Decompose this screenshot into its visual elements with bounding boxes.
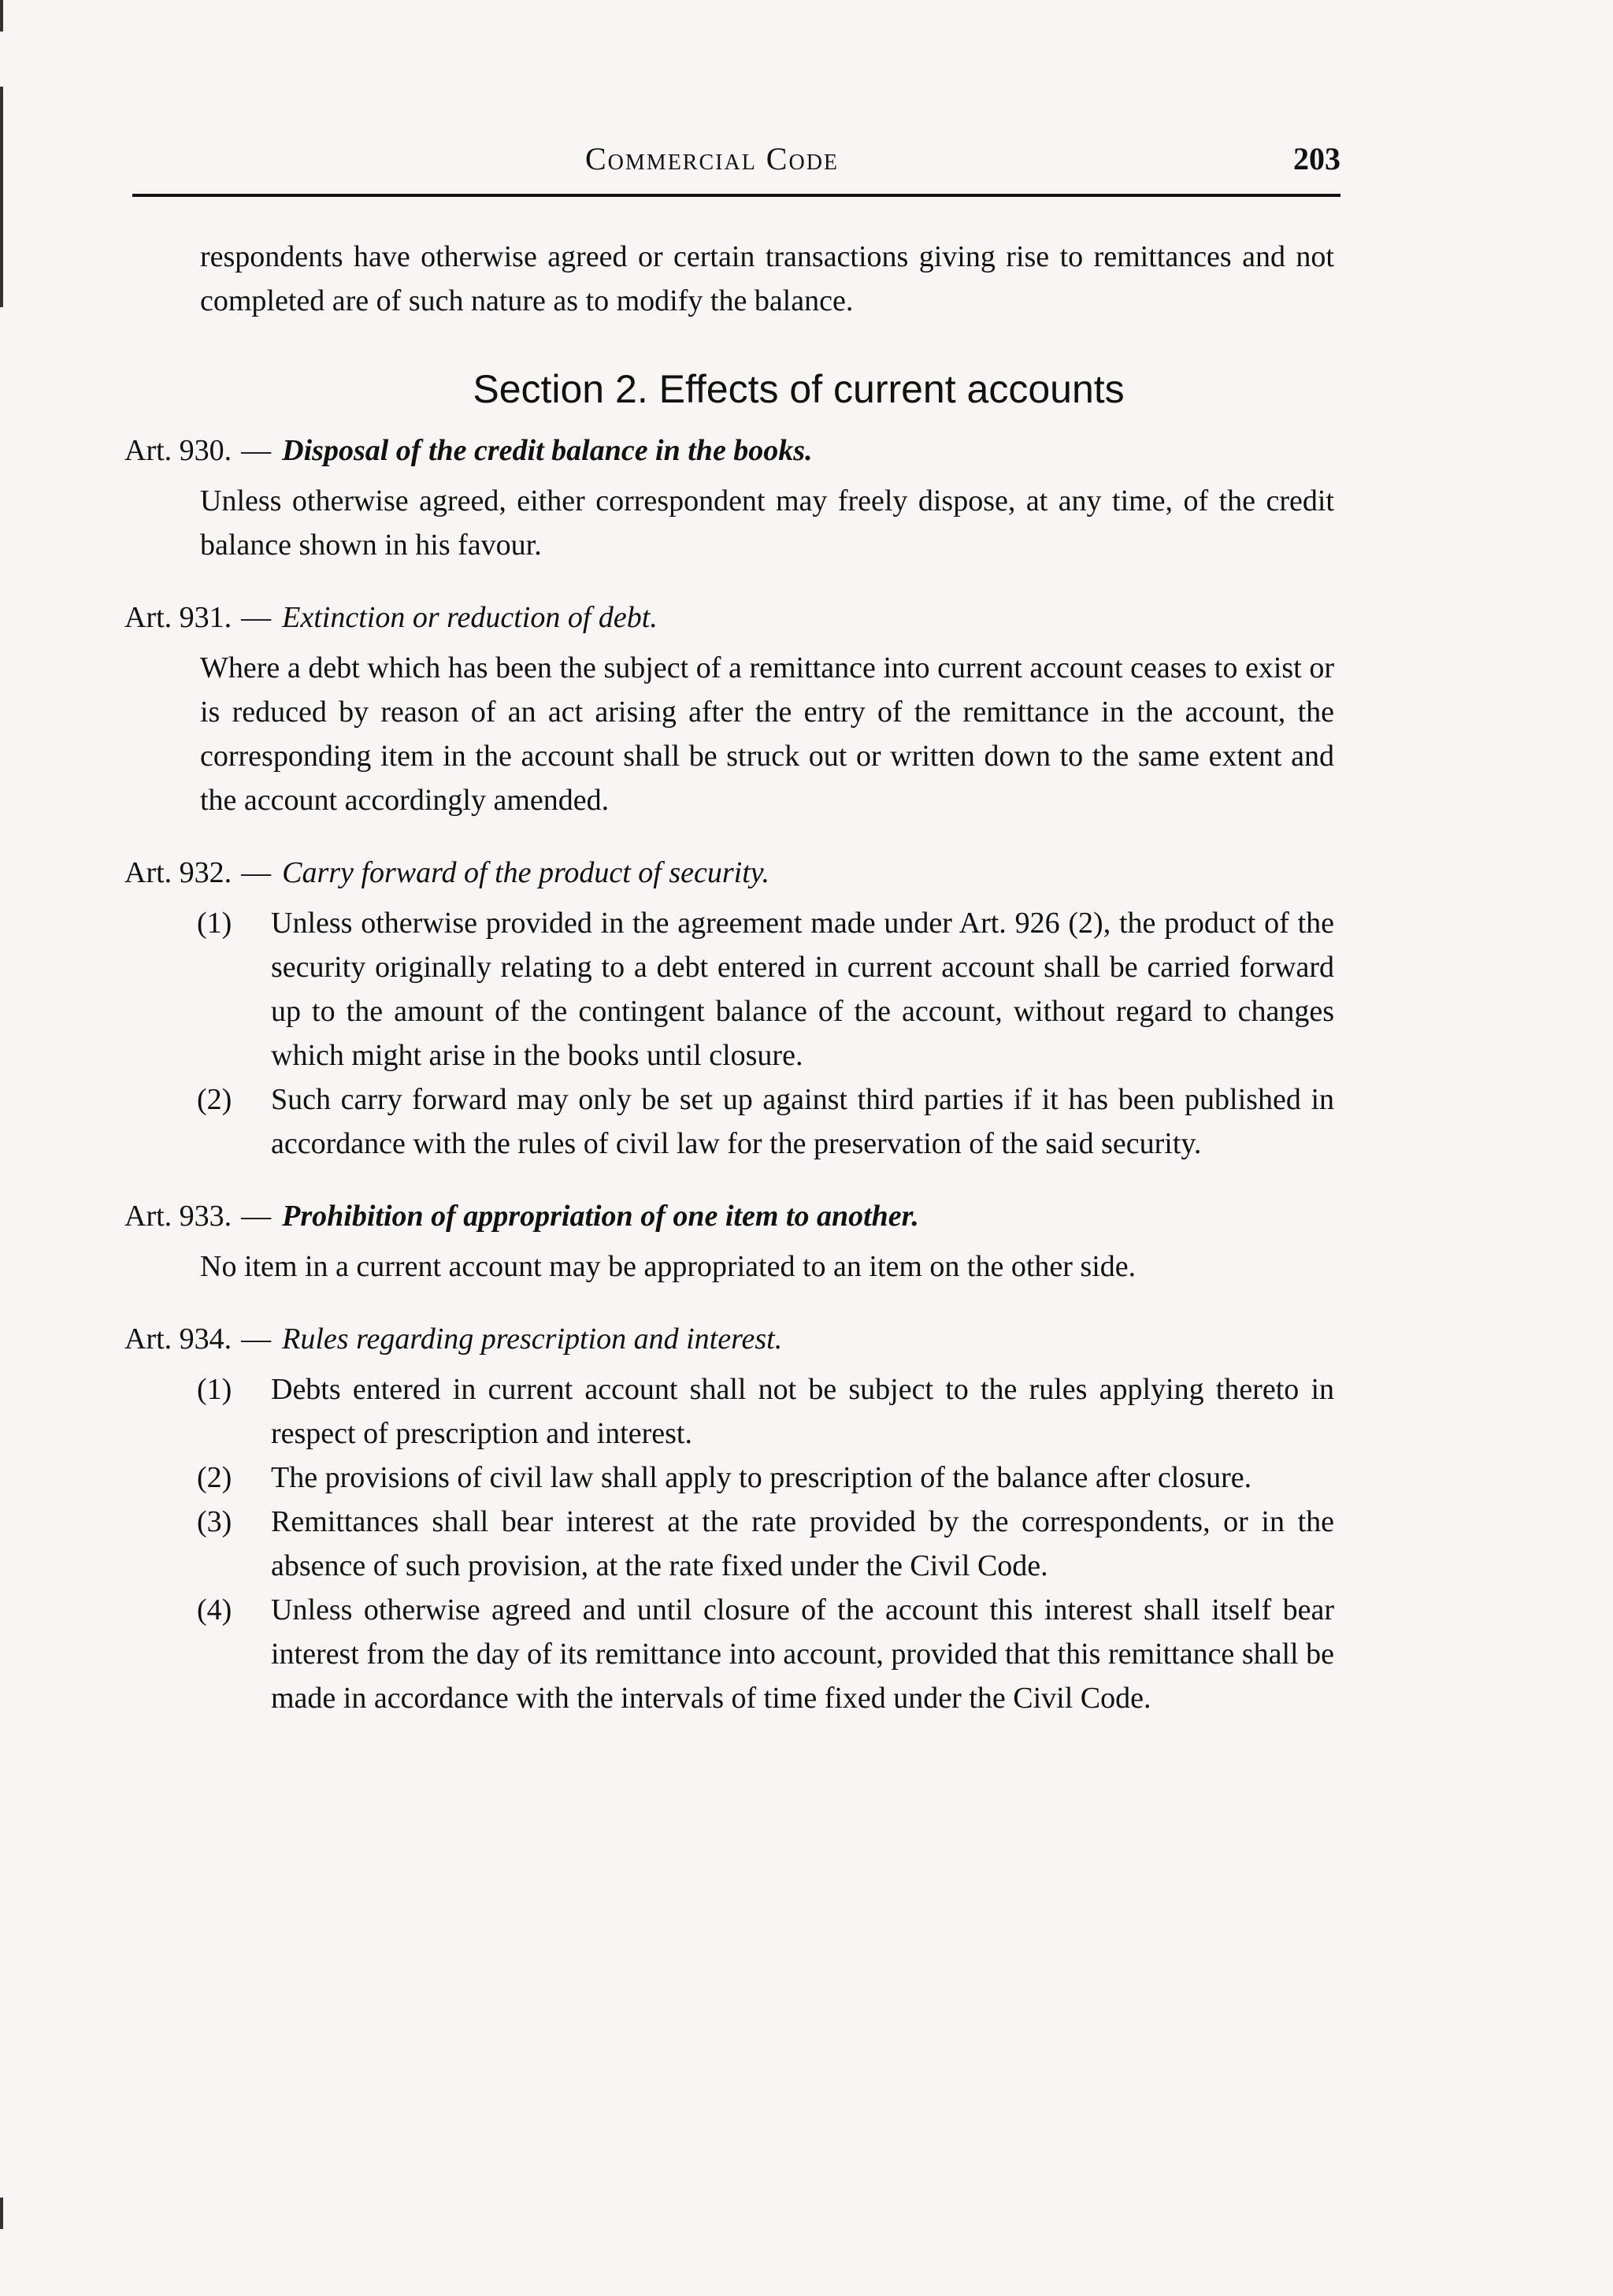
article-heading xyxy=(124,1194,1334,1238)
article-heading xyxy=(124,595,1334,640)
item-number: (1) xyxy=(197,907,232,940)
item-text: Remittances shall bear interest at the rate provided by the correspondents, or in the absence of such provision, at the rate fixed under the Civil Code. xyxy=(271,1505,1334,1582)
article-number: Art. 930. xyxy=(124,434,232,467)
article-dash: — xyxy=(241,434,272,467)
article-title: Rules regarding prescription and interest. xyxy=(282,1322,783,1356)
header-rule xyxy=(132,194,1340,197)
item-text: Unless otherwise agreed and until closure of the account this interest shall itself bear interest from the day of its remittance into account, provided that this remittance shall be made in accordance with the intervals of time fixed under the Civil Code. xyxy=(271,1593,1334,1715)
scan-edge-mark xyxy=(0,0,3,32)
article-text: Where a debt which has been the subject of a remittance into current account ceases to exist or is reduced by reason of an act arising after the entry of the remittance in the account, the corresponding item in the account shall be struck out or written down to the same extent and the account accordingly amended. xyxy=(200,651,1334,817)
item-text: Debts entered in current account shall not be subject to the rules applying thereto in respect of prescription and interest. xyxy=(271,1373,1334,1450)
article-item xyxy=(197,1367,1334,1456)
item-number: (3) xyxy=(197,1505,232,1538)
article-number: Art. 932. xyxy=(124,856,232,889)
item-number: (2) xyxy=(197,1461,232,1494)
article-title: Extinction or reduction of debt. xyxy=(282,601,658,634)
article-item xyxy=(197,1456,1334,1500)
article-text: No item in a current account may be appropriated to an item on the other side. xyxy=(200,1250,1137,1283)
article-number: Art. 934. xyxy=(124,1322,232,1356)
article-title: Carry forward of the product of security. xyxy=(282,856,770,889)
page-header xyxy=(132,140,1340,184)
article-heading xyxy=(124,428,1334,473)
article-item xyxy=(197,901,1334,1078)
intro-paragraph: respondents have otherwise agreed or certain transactions giving rise to remittances and not completed are of such nature as to modify the balance. xyxy=(200,240,1334,317)
article-item xyxy=(197,1078,1334,1166)
scan-edge-mark xyxy=(0,87,3,307)
item-text: Unless otherwise provided in the agreement made under Art. 926 (2), the product of the security originally relating to a debt entered in current account shall be carried forward up to the amount of the contingent balance of the account, without regard to changes which might arise in the books until closure. xyxy=(271,907,1334,1072)
item-text: The provisions of civil law shall apply to prescription of the balance after closure. xyxy=(271,1461,1252,1494)
article-heading xyxy=(124,1317,1334,1361)
scan-edge-mark xyxy=(0,2198,3,2229)
page-number: 203 xyxy=(1293,141,1340,176)
running-title: Commercial Code xyxy=(585,141,840,176)
item-number: (4) xyxy=(197,1593,232,1626)
article-text: Unless otherwise agreed, either correspondent may freely dispose, at any time, of the credit balance shown in his favour. xyxy=(200,484,1334,562)
article-dash: — xyxy=(241,1200,272,1233)
article-dash: — xyxy=(241,1322,272,1356)
item-text: Such carry forward may only be set up against third parties if it has been published in accordance with the rules of civil law for the preservation of the said security. xyxy=(271,1083,1334,1160)
item-number: (1) xyxy=(197,1373,232,1406)
article-item xyxy=(197,1588,1334,1720)
item-number: (2) xyxy=(197,1083,232,1116)
article-item xyxy=(197,1500,1334,1588)
page-body xyxy=(124,235,1334,1720)
article-title: Disposal of the credit balance in the books. xyxy=(282,434,813,467)
article-dash: — xyxy=(241,601,272,634)
article-dash: — xyxy=(241,856,272,889)
article-number: Art. 933. xyxy=(124,1200,232,1233)
article-title: Prohibition of appropriation of one item to another. xyxy=(282,1200,919,1233)
article-number: Art. 931. xyxy=(124,601,232,634)
article-heading xyxy=(124,851,1334,895)
section-title: Section 2. Effects of current accounts xyxy=(473,367,1125,411)
